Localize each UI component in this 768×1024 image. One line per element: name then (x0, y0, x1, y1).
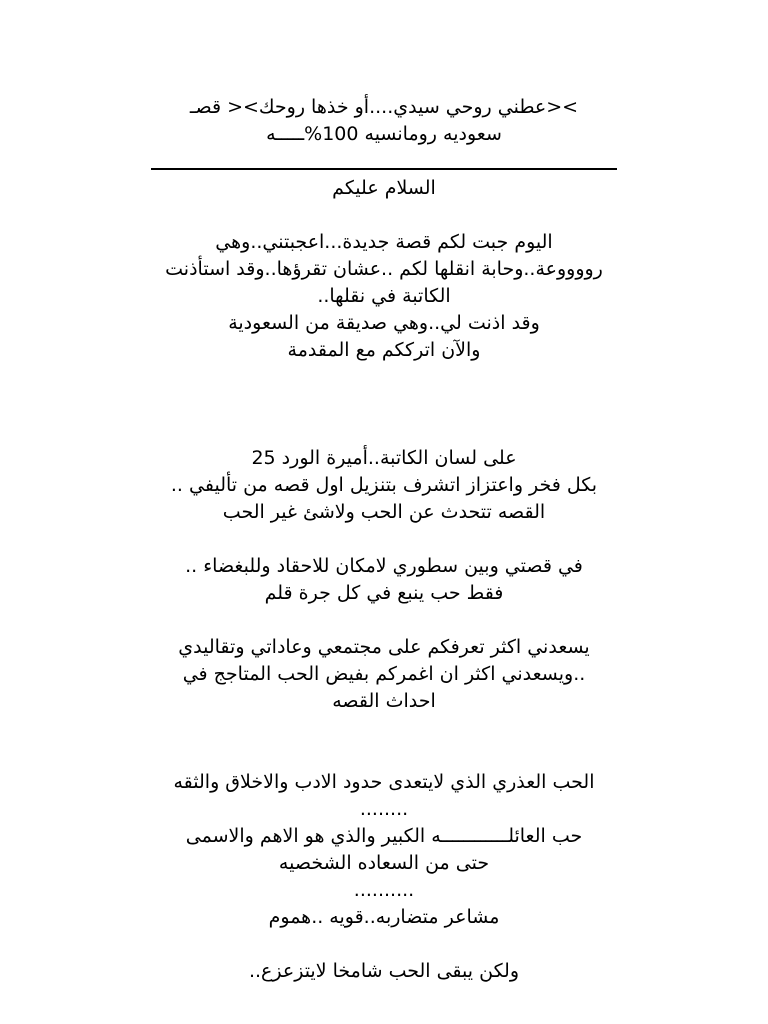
intro-line: وقد اذنت لي..وهي صديقة من السعودية (228, 312, 540, 334)
intro-line: والآن اترككم مع المقدمة (287, 339, 481, 361)
closing-line: ولكن يبقى الحب شامخا لايتزعزع.. (248, 960, 520, 982)
divider-row (0, 148, 768, 175)
pleasure-line: احداث القصه (332, 690, 436, 712)
pleasure-line: ..ويسعدني اكثر ان اغمركم بفيض الحب المتاجج في (182, 663, 586, 685)
story-line: فقط حب ينبع في كل جرة قلم (264, 582, 504, 604)
horizontal-divider (151, 168, 617, 170)
love-line: مشاعر متضاربه..قويه ..هموم (268, 906, 500, 928)
intro-line: الكاتبة في نقلها.. (317, 285, 451, 307)
pleasure-line: يسعدني اكثر تعرفكم على مجتمعي وعاداتي وتقاليدي (178, 636, 590, 658)
intro-line: اليوم جبت لكم قصة جديدة...اعجبتني..وهي (215, 231, 553, 253)
author-line: على لسان الكاتبة..أميرة الورد 25 (251, 447, 517, 469)
author-line: بكل فخر واعتزاز اتشرف بتنزيل اول قصه من تأليفي .. (170, 474, 598, 496)
intro-line: رووووعة..وحابة انقلها لكم ..عشان تقرؤها..وقد استأذنت (165, 258, 603, 280)
document-page (0, 94, 768, 985)
story-line: في قصتي وبين سطوري لامكان للاحقاد وللبغضاء .. (185, 555, 583, 577)
love-line: الحب العذري الذي لايتعدى حدود الادب والاخلاق والثقه (173, 771, 595, 793)
title-line-2: سعوديه رومانسيه 100%ـــــه (266, 123, 502, 145)
love-line: حب العائلــــــــــــه الكبير والذي هو الاهم والاسمى (185, 825, 583, 847)
author-line: القصه تتحدث عن الحب ولاشئ غير الحب (222, 501, 546, 523)
greeting: السلام عليكم (332, 177, 436, 199)
love-line: ........ (359, 798, 409, 820)
title-line-1: ><عطني روحي سيدي....أو خذها روحك>< قصـ (189, 96, 579, 118)
love-line: حتى من السعاده الشخصيه (278, 852, 490, 874)
love-line: .......... (353, 879, 415, 901)
